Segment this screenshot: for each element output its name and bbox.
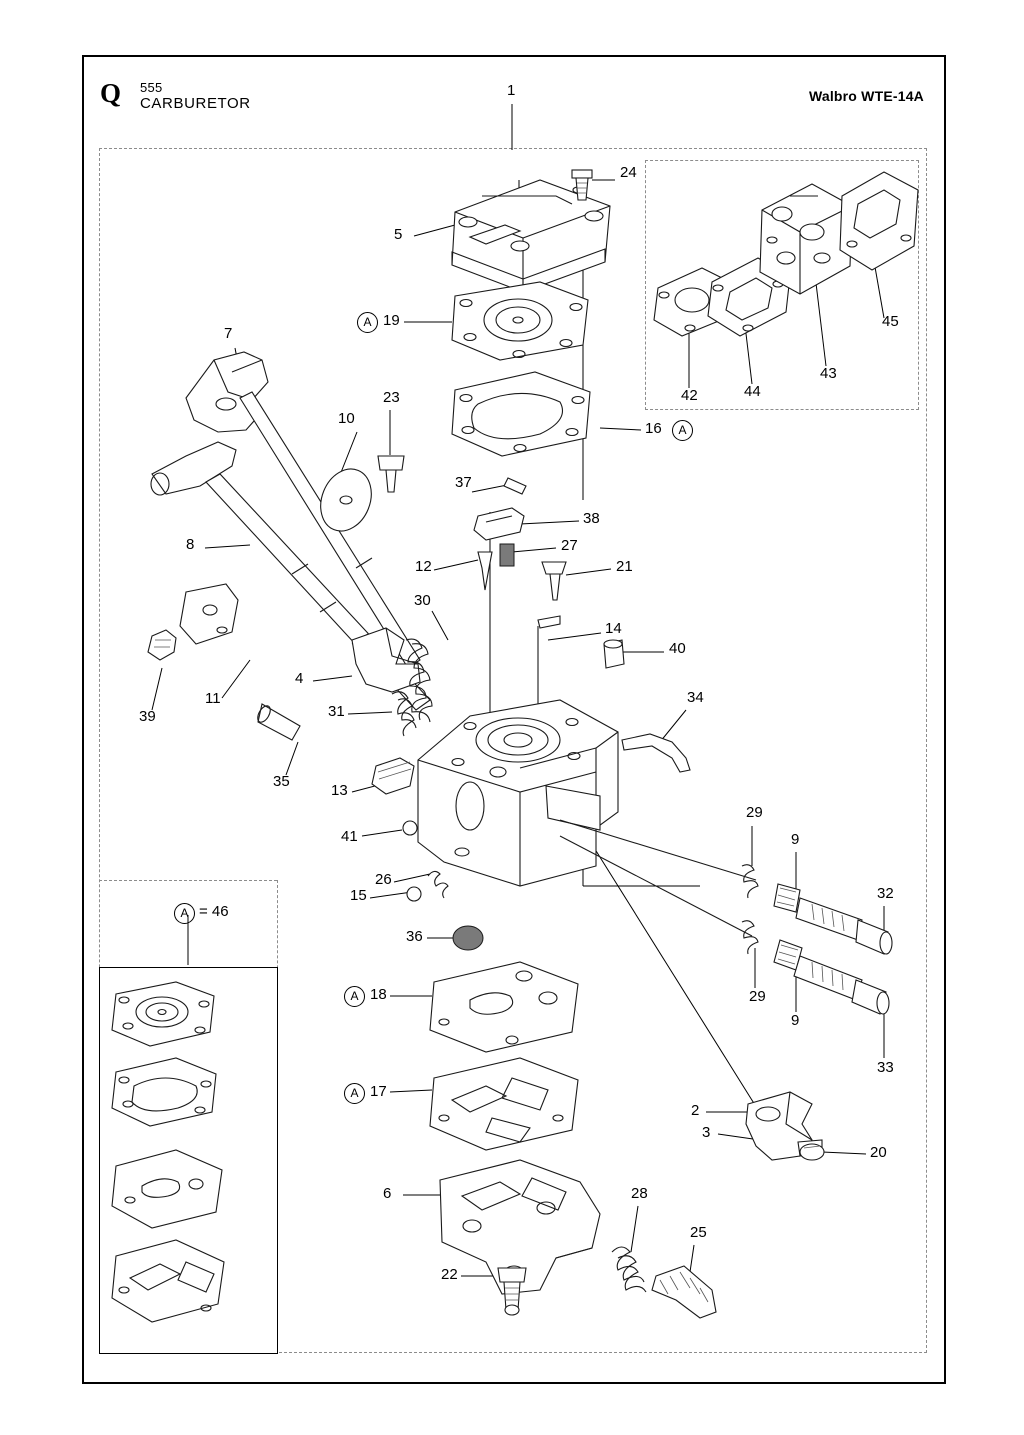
callout-5: 5	[394, 226, 403, 243]
callout-19: 19	[383, 312, 400, 329]
callout-37: 37	[455, 474, 472, 491]
callout-3: 3	[702, 1124, 711, 1141]
callout-21: 21	[616, 558, 633, 575]
callout-43: 43	[820, 365, 837, 382]
callout-31: 31	[328, 703, 345, 720]
callout-40: 40	[669, 640, 686, 657]
page-title: CARBURETOR	[140, 95, 251, 112]
callout-34: 34	[687, 689, 704, 706]
callout-9-upper: 9	[791, 831, 800, 848]
callout-33: 33	[877, 1059, 894, 1076]
callout-8: 8	[186, 536, 195, 553]
callout-22: 22	[441, 1266, 458, 1283]
callout-20: 20	[870, 1144, 887, 1161]
callout-18-marker: A	[344, 986, 365, 1007]
callout-32: 32	[877, 885, 894, 902]
callout-17: 17	[370, 1083, 387, 1100]
callout-14: 14	[605, 620, 622, 637]
callout-23: 23	[383, 389, 400, 406]
callout-27: 27	[561, 537, 578, 554]
callout-25: 25	[690, 1224, 707, 1241]
callout-24: 24	[620, 164, 637, 181]
callout-4: 4	[295, 670, 304, 687]
callout-41: 41	[341, 828, 358, 845]
callout-9-lower: 9	[791, 1012, 800, 1029]
callout-11: 11	[205, 690, 221, 707]
carburetor-model: Walbro WTE-14A	[808, 88, 924, 104]
callout-1: 1	[507, 82, 516, 99]
callout-45: 45	[882, 313, 899, 330]
callout-13: 13	[331, 782, 348, 799]
legend-caption: = 46	[199, 903, 229, 920]
callout-35: 35	[273, 773, 290, 790]
callout-16-marker: A	[672, 420, 693, 441]
brand-logo: Q	[100, 78, 122, 108]
callout-44: 44	[744, 383, 761, 400]
model-number: 555	[140, 80, 163, 95]
callout-18: 18	[370, 986, 387, 1003]
callout-16: 16	[645, 420, 662, 437]
callout-17-marker: A	[344, 1083, 365, 1104]
legend-marker-icon: A	[174, 903, 195, 924]
callout-6: 6	[383, 1185, 392, 1202]
callout-15: 15	[350, 887, 367, 904]
callout-2: 2	[691, 1102, 700, 1119]
callout-28: 28	[631, 1185, 648, 1202]
callout-7: 7	[224, 325, 233, 342]
callout-30: 30	[414, 592, 431, 609]
callout-29-upper: 29	[746, 804, 763, 821]
callout-36: 36	[406, 928, 423, 945]
callout-29-lower: 29	[749, 988, 766, 1005]
callout-42: 42	[681, 387, 698, 404]
callout-19-marker: A	[357, 312, 378, 333]
callout-12: 12	[415, 558, 432, 575]
callout-10: 10	[338, 410, 355, 427]
callout-26: 26	[375, 871, 392, 888]
callout-38: 38	[583, 510, 600, 527]
callout-39: 39	[139, 708, 156, 725]
